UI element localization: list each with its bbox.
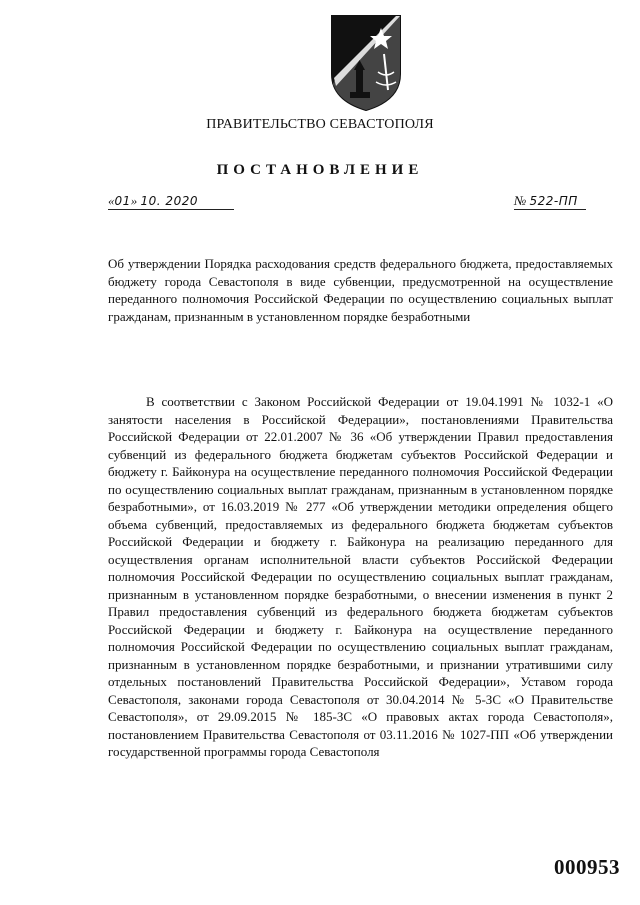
date-month-year: 10. 2020 [140, 194, 198, 208]
document-subject: Об утверждении Порядка расходования средств федерального бюджета, предоставляемых бюджету города Севастополя в виде субвенции, предусмотренной на осуществление переданного полномочия Российской Федерации по осуществлению социальных выплат гражданам, признанным в установленном порядке безработными [108, 256, 613, 324]
serial-number: 000953 [554, 855, 620, 879]
date-day: 01 [114, 194, 131, 208]
document-number [514, 193, 586, 210]
document-type-title: ПОСТАНОВЛЕНИЕ [216, 162, 424, 178]
document-body-paragraph: В соответствии с Законом Российской Федерации от 19.04.1991 № 1032-1 «О занятости населения в Российской Федерации», постановлениями Правительства Российской Федерации от 22.01.2007 № 36 «Об утверждении Правил предоставления субвенций из федерального бюджета бюджетам субъектов Российской Федерации и бюджету г. Байконура на осуществление переданного полномочия Российской Федерации по осуществлению социальных выплат гражданам, признанным в установленном порядке безработными», от 16.03.2019 № 277 «Об утверждении методики определения общего объема субвенций, предоставляемых из федерального бюджета бюджетам субъектов Российской Федерации и бюджету г. Байконура на реализацию переданного для осуществления органам исполнительной власти субъектов Российской Федерации полномочия Российской Федерации по осуществлению социальных выплат гражданам, признанным в установленном порядке безработными, о внесении изменения в пункт 2 Правил предоставления субвенций из федерального бюджета бюджетам субъектов Российской Федерации и бюджету г. Байконура на осуществление переданного полномочия Российской Федерации по осуществлению социальных выплат гражданам, признанным в установленном порядке безработными, и признании утратившими силу отдельных постановлений Правительства Российской Федерации», Уставом города Севастополя, законами города Севастополя от 30.04.2014 № 5-ЗС «О Правительстве Севастополя», от 29.09.2015 № 185-ЗС «О правовых актах города Севастополя», постановлением Правительства Севастополя от 03.11.2016 № 1027-ПП «Об утверждении государственной программы города Севастополя [108, 394, 613, 759]
date-close-quote: » [130, 193, 138, 208]
number-prefix: № [514, 193, 527, 208]
government-heading: ПРАВИТЕЛЬСТВО СЕВАСТОПОЛЯ [206, 117, 434, 132]
sevastopol-coat-of-arms-icon [326, 12, 406, 112]
document-date [108, 193, 234, 210]
number-value: 522-ПП [529, 194, 578, 208]
date-open-quote: « [108, 193, 115, 208]
